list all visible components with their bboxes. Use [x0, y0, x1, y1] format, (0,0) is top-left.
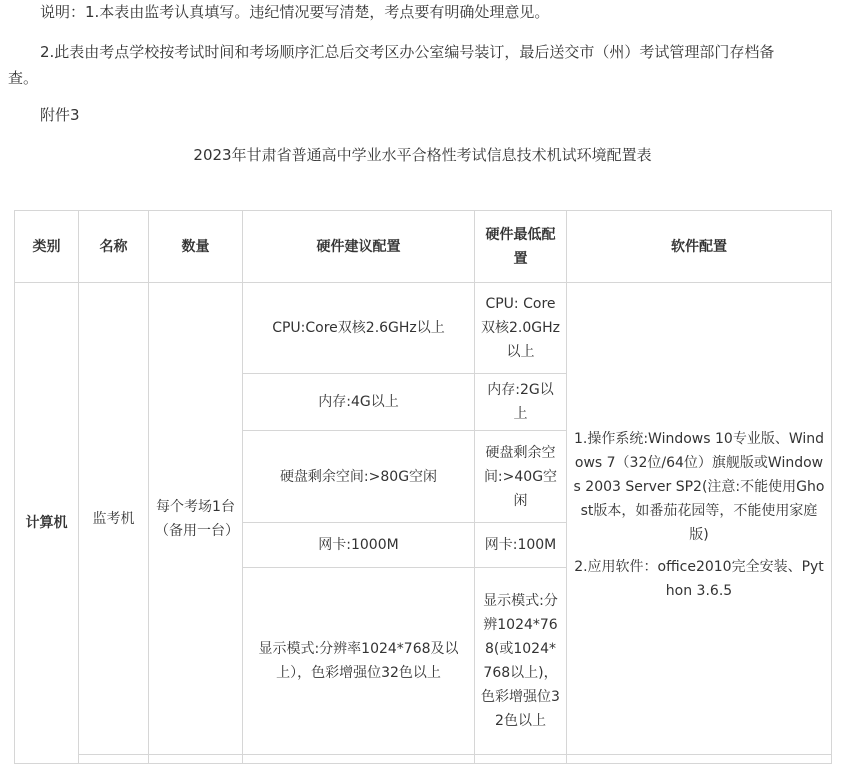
cell-recommended-display: 显示模式:分辨率1024*768及以上），色彩增强位32色以上 [243, 568, 475, 755]
cell-empty [243, 755, 475, 764]
note-line-2: 2.此表由考点学校按考试时间和考场顺序汇总后交考区办公室编号装订，最后送交市（州）考试管理部门存档备 [40, 43, 775, 61]
cell-minimum-cpu: CPU: Core双核2.0GHz以上 [475, 283, 567, 374]
cell-category: 计算机 [15, 283, 79, 764]
software-item-os: 1.操作系统:Windows 10专业版、Windows 7（32位/64位）旗舰版或Windows 2003 Server SP2(注意:不能使用Ghost版本，如番茄花园等，不能使用家庭版) [573, 430, 825, 543]
note-line-1: 说明：1.本表由监考认真填写。违纪情况要写清楚，考点要有明确处理意见。 [40, 3, 550, 21]
cell-quantity: 每个考场1台（备用一台） [149, 283, 243, 755]
config-table [14, 210, 832, 764]
cell-recommended-nic: 网卡:1000M [243, 523, 475, 568]
table-row [15, 283, 832, 374]
cell-name: 监考机 [79, 283, 149, 755]
cell-empty [567, 755, 832, 764]
cell-recommended-cpu: CPU:Core双核2.6GHz以上 [243, 283, 475, 374]
header-category: 类别 [15, 211, 79, 283]
cell-minimum-memory: 内存:2G以上 [475, 374, 567, 431]
table-header-row [15, 211, 832, 283]
cell-minimum-nic: 网卡:100M [475, 523, 567, 568]
header-quantity: 数量 [149, 211, 243, 283]
table-row [15, 755, 832, 764]
attachment-label: 附件3 [40, 106, 80, 124]
header-minimum-hardware: 硬件最低配置 [475, 211, 567, 283]
document-title: 2023年甘肃省普通高中学业水平合格性考试信息技术机试环境配置表 [193, 146, 652, 164]
software-item-apps: 2.应用软件：office2010完全安装、Python 3.6.5 [574, 558, 824, 599]
cell-empty [79, 755, 149, 764]
cell-empty [475, 755, 567, 764]
note-line-2-continued: 查。 [8, 69, 39, 87]
cell-minimum-display: 显示模式:分辨1024*768(或1024*768以上)，色彩增强位32色以上 [475, 568, 567, 755]
cell-recommended-disk: 硬盘剩余空间:>80G空闲 [243, 431, 475, 523]
cell-recommended-memory: 内存:4G以上 [243, 374, 475, 431]
header-recommended-hardware: 硬件建议配置 [243, 211, 475, 283]
cell-minimum-disk: 硬盘剩余空间:>40G空闲 [475, 431, 567, 523]
header-name: 名称 [79, 211, 149, 283]
cell-software [567, 283, 832, 755]
cell-empty [149, 755, 243, 764]
header-software: 软件配置 [567, 211, 832, 283]
